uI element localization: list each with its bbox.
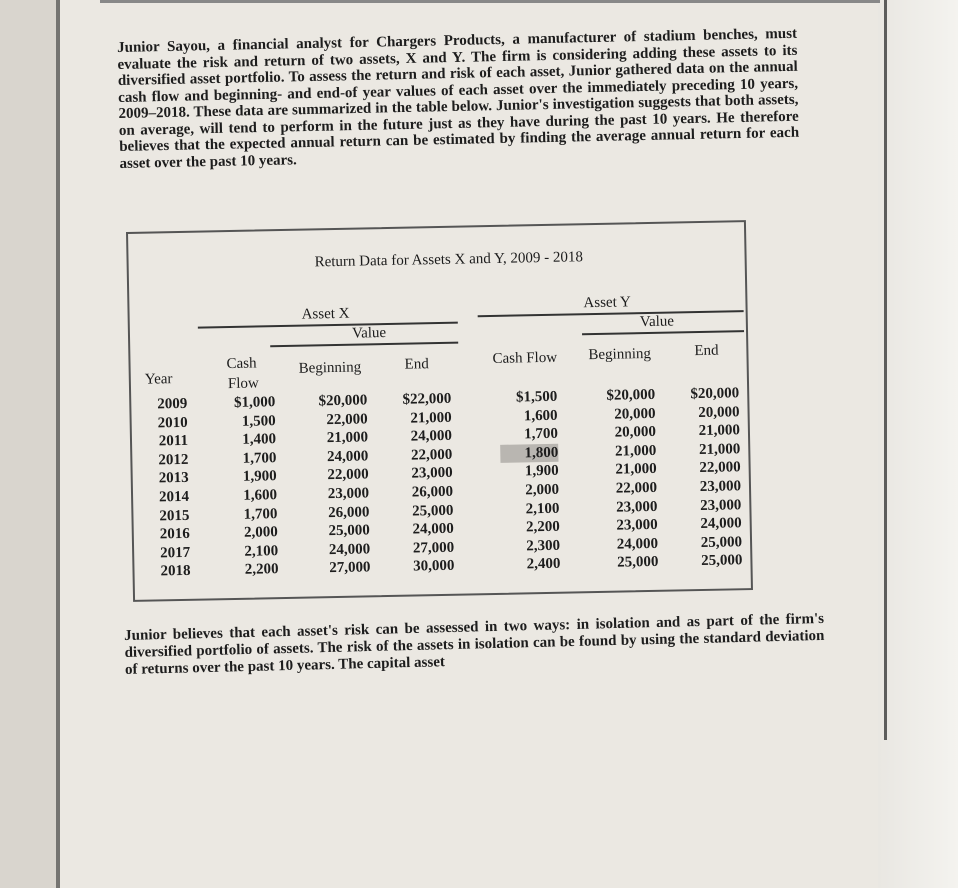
x-end-column — [379, 390, 455, 577]
table-cell: 2013 — [158, 470, 189, 487]
x-cash-flow-column — [215, 393, 279, 580]
table-cell: 23,000 — [327, 485, 370, 503]
asset-x-value-rule — [270, 342, 458, 348]
table-cell: 22,000 — [615, 479, 658, 497]
table-cell: 23,000 — [699, 496, 742, 514]
table-cell: 2,100 — [525, 500, 560, 517]
table-cell: 2016 — [159, 525, 190, 543]
table-cell: 20,000 — [698, 403, 740, 421]
table-cell: 25,000 — [412, 502, 454, 520]
table-cell: 25,000 — [617, 554, 659, 571]
page-edge — [878, 0, 958, 888]
table-cell: 1,900 — [242, 468, 277, 486]
table-cell: 1,900 — [524, 463, 559, 480]
table-cell: $1,000 — [233, 394, 276, 411]
table-cell: 22,000 — [699, 459, 741, 477]
table-cell: 21,000 — [698, 422, 741, 440]
table-cell: 2014 — [158, 488, 190, 506]
x-beginning-column — [295, 391, 371, 578]
table-cell: 20,000 — [614, 424, 657, 441]
return-data-table — [126, 220, 753, 602]
beginning-x-header: Beginning — [298, 359, 362, 377]
cash-flow-x-header-1: Cash — [226, 355, 257, 373]
table-cell: 27,000 — [329, 559, 371, 577]
table-cell: 24,000 — [410, 427, 453, 445]
table-cell: 21,000 — [614, 442, 657, 460]
table-cell: 2018 — [160, 563, 191, 580]
table-cell: 2,100 — [244, 542, 279, 560]
left-margin-line — [56, 0, 60, 888]
end-y-header: End — [694, 342, 719, 360]
table-cell: 2012 — [158, 451, 189, 469]
table-cell: 2,200 — [244, 561, 279, 579]
table-cell: 2017 — [160, 544, 191, 562]
table-cell: $20,000 — [690, 385, 740, 403]
table-cell: 2015 — [159, 507, 190, 524]
table-cell: 30,000 — [413, 558, 455, 575]
table-cell: 21,000 — [410, 409, 452, 427]
table-cell: 23,000 — [615, 498, 658, 516]
asset-x-label: Asset X — [301, 305, 350, 323]
table-cell: 21,000 — [326, 429, 369, 447]
asset-y-label: Asset Y — [583, 294, 631, 312]
asset-y-value-rule — [582, 330, 744, 335]
table-cell: 2,000 — [525, 481, 560, 499]
table-cell: 2,200 — [525, 518, 560, 536]
table-cell: 1,400 — [242, 431, 277, 448]
cash-flow-y-header: Cash Flow — [492, 349, 558, 367]
table-cell: 2,000 — [243, 524, 278, 541]
table-cell: 21,000 — [698, 441, 741, 458]
table-cell: 26,000 — [411, 483, 454, 501]
table-title: Return Data for Assets X and Y, 2009 - 2018 — [314, 249, 584, 271]
table-cell: 22,000 — [410, 446, 453, 464]
table-cell: $22,000 — [402, 390, 452, 408]
beginning-y-header: Beginning — [588, 345, 652, 364]
table-cell: $20,000 — [318, 392, 368, 410]
table-cell: 25,000 — [328, 522, 370, 540]
table-cell: 23,000 — [699, 478, 742, 495]
table-cell: 2009 — [157, 395, 188, 413]
asset-y-value-label: Value — [639, 313, 675, 331]
table-cell: 1,600 — [243, 487, 278, 504]
table-cell: 2,300 — [526, 537, 561, 555]
table-cell: 1,600 — [523, 407, 558, 424]
year-header: Year — [144, 371, 173, 388]
table-cell: 25,000 — [700, 533, 743, 551]
closing-paragraph: Junior believes that each asset's risk can be assessed in two ways: in isolation and as part of the firm's diversified portfolio of assets. The risk of the assets in isolation can be found by using the standard deviation of returns over the past 10 years. The capital asset — [124, 610, 825, 678]
table-cell: 22,000 — [327, 466, 369, 484]
cash-flow-x-header-2: Flow — [227, 375, 259, 393]
table-cell: 23,000 — [616, 517, 658, 534]
y-end-column — [667, 384, 743, 571]
table-cell: 20,000 — [614, 405, 656, 423]
table-cell: 24,000 — [412, 520, 454, 538]
y-beginning-column — [583, 386, 659, 573]
table-cell: 21,000 — [615, 461, 657, 479]
table-cell: 1,800 — [500, 444, 558, 464]
y-cash-flow-column — [499, 388, 561, 575]
table-cell: 23,000 — [411, 465, 453, 482]
table-cell: 24,000 — [328, 541, 371, 558]
table-cell: 24,000 — [326, 448, 369, 465]
table-cell: 1,700 — [524, 425, 559, 443]
top-border — [100, 0, 880, 3]
table-cell: 24,000 — [700, 515, 742, 533]
table-cell: 1,500 — [241, 412, 276, 430]
years-column — [143, 395, 191, 582]
table-cell: 22,000 — [326, 410, 368, 428]
asset-x-value-label: Value — [351, 325, 387, 342]
table-cell: 26,000 — [328, 503, 370, 521]
table-cell: 2011 — [158, 433, 189, 450]
table-cell: 24,000 — [616, 535, 659, 553]
intro-paragraph: Junior Sayou, a financial analyst for Chargers Products, a manufacturer of stadium benches, must evaluate the risk and return of two assets, X and Y. The firm is considering adding these assets to its diversified asset portfolio. To assess the return and risk of each asset, Junior gathered data on the annual cash flow and beginning- and end-of year values of each asset over the immediately preceding 10 years, 2009–2018. These data are summarized in the table below. Junior's investigation suggests that both assets, on average, will tend to perform in the future just as they have during the past 10 years. He therefore believes that the expected annual return can be estimated by finding the average annual return for each asset over the past 10 years. — [117, 25, 800, 172]
table-cell: 2010 — [157, 414, 188, 432]
table-cell: $20,000 — [606, 386, 656, 404]
table-cell: 1,700 — [243, 505, 278, 523]
table-cell: 2,400 — [526, 556, 561, 573]
right-margin-line — [884, 0, 887, 740]
table-cell: 27,000 — [412, 539, 455, 557]
end-x-header: End — [404, 356, 429, 373]
table-cell: 1,700 — [242, 449, 277, 467]
table-cell: $1,500 — [515, 388, 558, 406]
table-cell: 25,000 — [701, 552, 743, 570]
